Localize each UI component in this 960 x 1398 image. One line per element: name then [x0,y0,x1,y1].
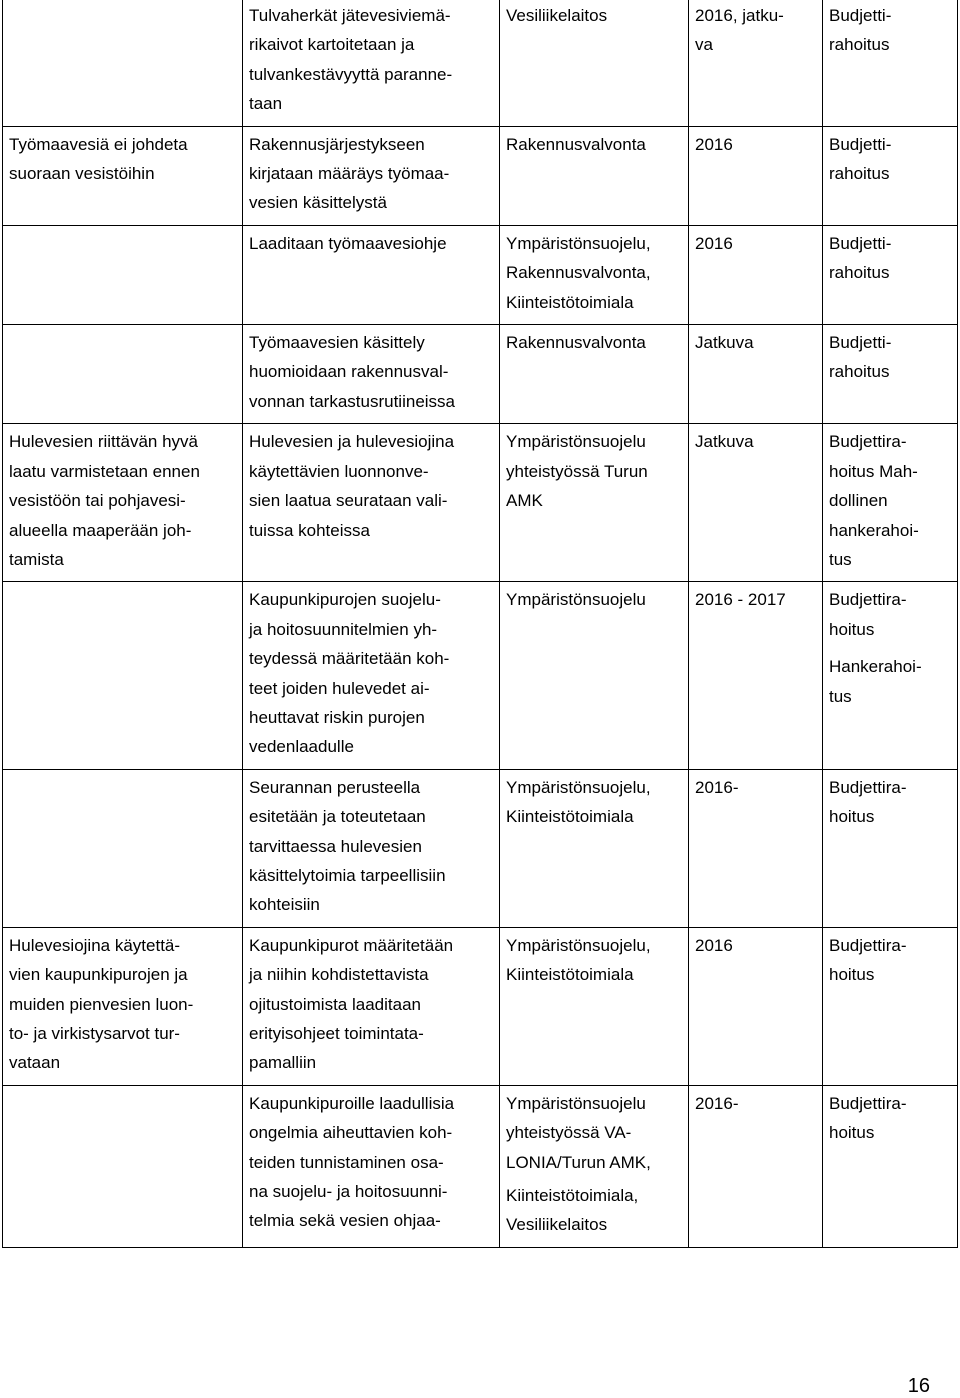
cell-text-line: esitetään ja toteutetaan [249,807,426,827]
cell-text-line: Budjetti- [829,233,892,253]
cell-text-line: Laaditaan työmaavesiohje [249,233,447,253]
schedule-cell [689,225,823,324]
schedule-cell [689,927,823,1085]
table-row [3,582,958,769]
cell-text-line: 2016- [695,1093,739,1113]
action-cell [243,582,500,769]
action-cell [243,126,500,225]
cell-text-line: Ympäristönsuojelu, [506,777,651,797]
cell-text-line: Hulevesien riittävän hyvä [9,432,198,452]
funding-cell [823,0,958,126]
cell-text-line: to- ja virkistysarvot tur- [9,1024,180,1043]
responsible-cell [500,582,689,769]
cell-text-line: Rakennusvalvonta, [506,263,651,283]
cell-text-line: Vesiliikelaitos [506,1215,608,1235]
page-number: 16 [907,1375,930,1397]
cell-text-line: vien kaupunkipurojen ja [9,965,188,985]
paragraph-gap [829,644,951,652]
cell-text-line: Hulevesiojina käytettä- [9,935,181,955]
cell-text-line: dollinen [829,491,888,511]
cell-text-line: hoitus Mah- [829,461,918,481]
cell-text-line: 2016 [695,935,733,955]
responsible-cell [500,424,689,582]
table-row [3,927,958,1085]
schedule-cell [689,126,823,225]
cell-text-line: kirjataan määräys työmaa- [249,164,450,184]
cell-text-line: va [695,35,713,55]
funding-cell [823,769,958,927]
cell-text-line: tamista [9,549,64,569]
cell-text-line: rahoitus [829,263,890,283]
table-row [3,0,958,126]
cell-text-line: 2016 - 2017 [695,590,786,610]
cell-text-line: telmia sekä vesien ohjaa- [249,1211,441,1231]
cell-text-line: LONIA/Turun AMK, [506,1152,651,1172]
cell-text-line: AMK [506,491,543,511]
cell-text-line: Hulevesien ja hulevesiojina [249,432,455,452]
action-cell [243,424,500,582]
funding-cell [823,1085,958,1247]
action-cell [243,0,500,126]
cell-text-line: 2016, jatku- [695,6,784,25]
goal-cell [3,0,243,126]
action-cell [243,225,500,324]
cell-text-line: hoitus [829,619,875,639]
cell-text-line: käytettävien luonnonve- [249,461,429,481]
cell-text-line: vonnan tarkastusrutiineissa [249,391,456,411]
cell-text-line: Vesiliikelaitos [506,6,608,25]
cell-text-line: huomioidaan rakennusval- [249,362,449,382]
cell-text-line: teydessä määritetään koh- [249,649,450,669]
responsible-cell [500,0,689,126]
action-cell [243,325,500,424]
cell-text-line: suoraan vesistöihin [9,164,155,184]
responsible-cell [500,1085,689,1247]
cell-text-line: tuissa kohteissa [249,520,370,540]
cell-text-line: ja niihin kohdistettavista [249,965,429,985]
cell-text-line: vesistöön tai pohjavesi- [9,491,186,511]
cell-text-line: Budjettira- [829,935,907,955]
funding-cell [823,927,958,1085]
cell-text-line: Ympäristönsuojelu [506,1093,646,1113]
responsible-cell [500,325,689,424]
cell-text-line: ja hoitosuunnitelmien yh- [249,619,438,639]
cell-text-line: hoitus [829,965,875,985]
schedule-cell [689,582,823,769]
table-row [3,769,958,927]
schedule-cell [689,769,823,927]
cell-text-line: na suojelu- ja hoitosuunni- [249,1182,448,1202]
cell-text-line: rahoitus [829,35,890,55]
cell-text-line: sien laatua seurataan vali- [249,491,448,511]
funding-cell [823,126,958,225]
cell-text-line: Kaupunkipuroille laadullisia [249,1093,455,1113]
goal-cell [3,424,243,582]
cell-text-line: Työmaavesiä ei johdeta [9,134,188,154]
cell-text-line: Kiinteistötoimiala, [506,1186,639,1206]
responsible-cell [500,927,689,1085]
schedule-cell [689,424,823,582]
cell-text-line: Jatkuva [695,333,754,353]
cell-text-line: Kiinteistötoimiala [506,965,634,985]
action-cell [243,927,500,1085]
table-row [3,424,958,582]
cell-text-line: taan [249,94,283,114]
cell-text-line: käsittelytoimia tarpeellisiin [249,865,446,885]
cell-text-line: rahoitus [829,362,890,382]
cell-text-line: Jatkuva [695,432,754,452]
cell-text-line: rahoitus [829,164,890,184]
cell-text-line: vedenlaadulle [249,737,354,757]
cell-text-line: Budjettira- [829,777,907,797]
cell-text-line: heuttavat riskin purojen [249,707,425,727]
cell-text-line: tulvankestävyyttä paranne- [249,64,453,84]
funding-cell [823,325,958,424]
cell-text-line: Budjettira- [829,1093,907,1113]
goal-cell [3,126,243,225]
cell-text-line: hoitus [829,807,875,827]
cell-text-line: pamalliin [249,1053,317,1073]
cell-text-line: Budjettira- [829,590,907,610]
cell-text-line: erityisohjeet toimintata- [249,1024,424,1043]
cell-text-line: 2016- [695,777,739,797]
cell-text-line: muiden pienvesien luon- [9,994,194,1014]
cell-text-line: alueella maaperään joh- [9,520,192,540]
cell-text-line: Budjetti- [829,333,892,353]
table-row [3,325,958,424]
action-cell [243,769,500,927]
cell-text-line: Ympäristönsuojelu [506,432,646,452]
cell-text-line: tarvittaessa hulevesien [249,836,422,856]
cell-text-line: hankerahoi- [829,520,919,540]
responsible-cell [500,769,689,927]
cell-text-line: Rakennusjärjestykseen [249,134,425,154]
cell-text-line: Budjetti- [829,6,892,25]
cell-text-line: Ympäristönsuojelu, [506,233,651,253]
cell-text-line: vataan [9,1053,61,1073]
schedule-cell [689,1085,823,1247]
schedule-cell [689,0,823,126]
cell-text-line: ongelmia aiheuttavien koh- [249,1123,453,1143]
cell-text-line: Rakennusvalvonta [506,333,646,353]
measures-table-body [3,0,958,1247]
cell-text-line: Kiinteistötoimiala [506,807,634,827]
goal-cell [3,1085,243,1247]
table-row [3,1085,958,1247]
goal-cell [3,325,243,424]
responsible-cell [500,126,689,225]
table-row [3,126,958,225]
cell-text-line: Budjettira- [829,432,907,452]
funding-cell [823,582,958,769]
responsible-cell [500,225,689,324]
cell-text-line: Työmaavesien käsittely [249,333,425,353]
cell-text-line: Kaupunkipurojen suojelu- [249,590,441,610]
cell-text-line: Kaupunkipurot määritetään [249,935,454,955]
cell-text-line: Tulvaherkät jätevesiviemä- [249,6,451,25]
funding-cell [823,225,958,324]
goal-cell [3,927,243,1085]
cell-text-line: Budjetti- [829,134,892,154]
cell-text-line: Rakennusvalvonta [506,134,646,154]
cell-text-line: tus [829,686,852,706]
cell-text-line: Ympäristönsuojelu [506,590,646,610]
goal-cell [3,225,243,324]
cell-text-line: teet joiden hulevedet ai- [249,678,430,698]
measures-table [2,0,958,1248]
cell-text-line: Seurannan perusteella [249,777,421,797]
cell-text-line: teiden tunnistaminen osa- [249,1152,444,1172]
goal-cell [3,582,243,769]
cell-text-line: tus [829,549,852,569]
schedule-cell [689,325,823,424]
action-cell [243,1085,500,1247]
cell-text-line: Kiinteistötoimiala [506,292,634,312]
cell-text-line: kohteisiin [249,895,320,915]
cell-text-line: vesien käsittelystä [249,193,387,213]
cell-text-line: 2016 [695,134,733,154]
table-row [3,225,958,324]
funding-cell [823,424,958,582]
cell-text-line: hoitus [829,1123,875,1143]
cell-text-line: rikaivot kartoitetaan ja [249,35,415,55]
goal-cell [3,769,243,927]
cell-text-line: yhteistyössä VA- [506,1123,632,1143]
cell-text-line: Ympäristönsuojelu, [506,935,651,955]
cell-text-line: ojitustoimista laaditaan [249,994,421,1014]
cell-text-line: yhteistyössä Turun [506,461,648,481]
cell-text-line: 2016 [695,233,733,253]
cell-text-line: laatu varmistetaan ennen [9,461,200,481]
cell-text-line: Hankerahoi- [829,657,922,677]
